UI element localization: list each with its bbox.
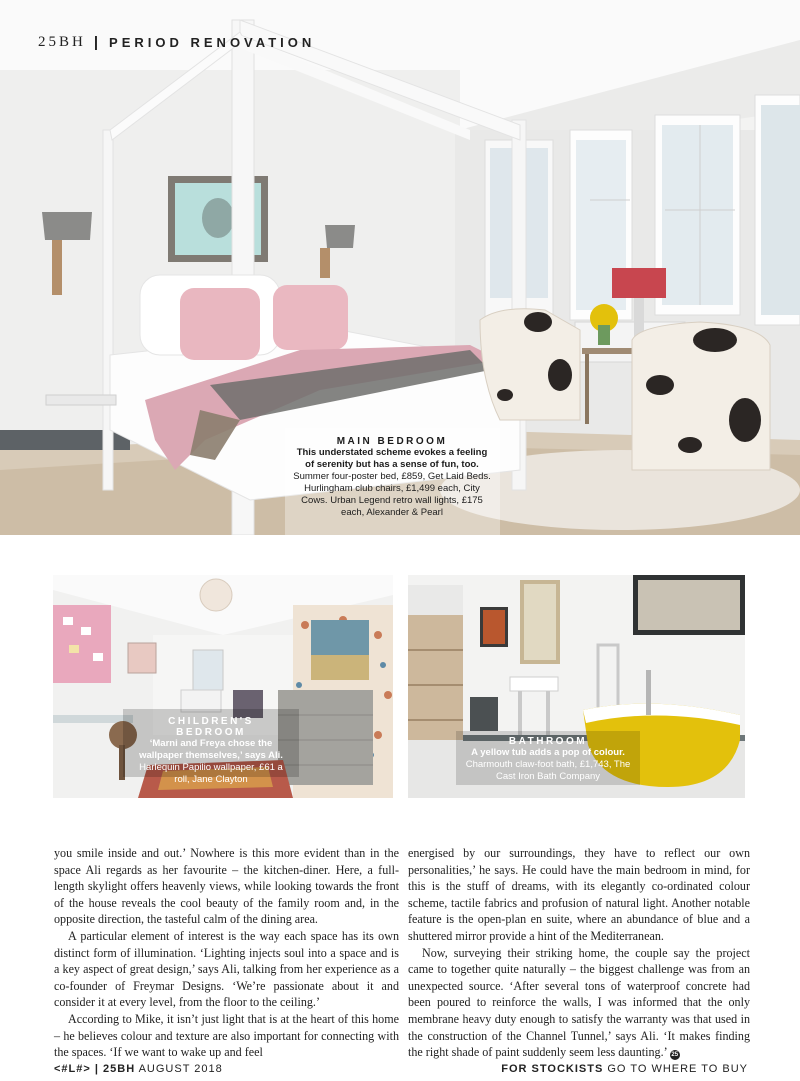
footer-stockists xyxy=(501,1063,748,1075)
article-paragraph: According to Mike, it isn’t just light that is at the heart of this home – he believes colour and texture are also important for connecting with the spaces. ‘If we want to wake up and feel xyxy=(54,1011,399,1060)
stockists-text: GO TO WHERE TO BUY xyxy=(607,1063,748,1075)
caption-lead: ‘Marni and Freya chose the wallpaper themselves,’ says Ali. xyxy=(139,738,283,761)
article-column-right xyxy=(408,845,750,1061)
footer-magazine: 25BH xyxy=(103,1063,136,1075)
header-separator: | xyxy=(93,34,102,51)
issue-date: AUGUST 2018 xyxy=(138,1063,223,1075)
childrens-bedroom-caption xyxy=(131,716,291,786)
childrens-bedroom-photo xyxy=(53,575,393,798)
club-chair-left xyxy=(480,309,580,420)
caption-body: Summer four-poster bed, £859, Get Laid Beds. Hurlingham club chairs, £1,499 each, City Cows. Urban Legend retro wall lights, £175 each, Alexander & Pearl xyxy=(293,471,491,518)
footer-folio xyxy=(54,1063,223,1075)
magazine-name: 25BH xyxy=(38,34,86,50)
caption-lead: This understated scheme evokes a feeling of serenity but has a sense of fun, too. xyxy=(296,447,488,470)
bathroom-caption xyxy=(460,736,636,783)
article-paragraph: energised by our surroundings, they have to reflect our own personalities,’ he says. He could have the main bedroom in mind, for this is the stuff of dreams, with its elegantly co-ordinated colour scheme, tactile fabrics and profusion of natural light. Another notable feature is the open-plan en suite, where an abundance of blue and a shuttered mirror provide a hint of the Mediterranean. xyxy=(408,846,750,943)
caption-lead: A yellow tub adds a pop of colour. xyxy=(471,747,625,758)
caption-body: Charmouth claw-foot bath, £1,743, The Cast Iron Bath Company xyxy=(465,759,631,782)
page-header xyxy=(38,34,315,51)
stockists-label: FOR STOCKISTS xyxy=(501,1063,604,1075)
footer-separator: | xyxy=(94,1063,99,1075)
end-mark-icon: 25 xyxy=(671,1052,679,1059)
page-number: <#L#> xyxy=(54,1063,91,1075)
article-paragraph xyxy=(408,945,750,1061)
club-chair-right xyxy=(632,322,770,470)
bathroom-photo xyxy=(408,575,745,798)
main-bedroom-caption xyxy=(292,436,492,519)
caption-body: Harlequin Papilio wallpaper, £61 a roll, Jane Clayton xyxy=(139,762,283,785)
article-paragraph: you smile inside and out.’ Nowhere is this more evident than in the space Ali regards as her favourite – the kitchen-diner. Here, a full-length skylight offers heavenly views, while looking towards the front of the house reveals the cool beauty of the family room and, in the opposite direction, the tasteful calm of the dining area. xyxy=(54,846,399,927)
section-title: PERIOD RENOVATION xyxy=(109,35,316,50)
caption-title: MAIN BEDROOM xyxy=(336,436,448,447)
article-paragraph: A particular element of interest is the way each space has its own distinct form of illumination. ‘Lighting injects soul into a space and is a key aspect of great design,’ says Ali, talking from her experience as a co-founder of Freymar Designs. ‘We’re passionate about it and consider it at every level, from the floor to the ceiling.’ xyxy=(54,928,399,1010)
article-paragraph-text: Now, surveying their striking home, the couple say the project came to together quite naturally – the biggest challenge was from an unexpected source. ‘After several tons of waterproof concrete had been poured to reinforce the walls, I was informed that the only membrane heavy duty enough to satisfy the warranty was that used in the construction of the Channel Tunnel,’ says Ali. ‘It makes finding the right shade of paint suddenly seem less daunting.’ xyxy=(408,945,750,1060)
caption-title: CHILDREN'S BEDROOM xyxy=(168,716,254,738)
main-bedroom-photo xyxy=(0,0,800,535)
caption-title: BATHROOM xyxy=(508,736,588,747)
article-column-left xyxy=(54,845,399,1061)
